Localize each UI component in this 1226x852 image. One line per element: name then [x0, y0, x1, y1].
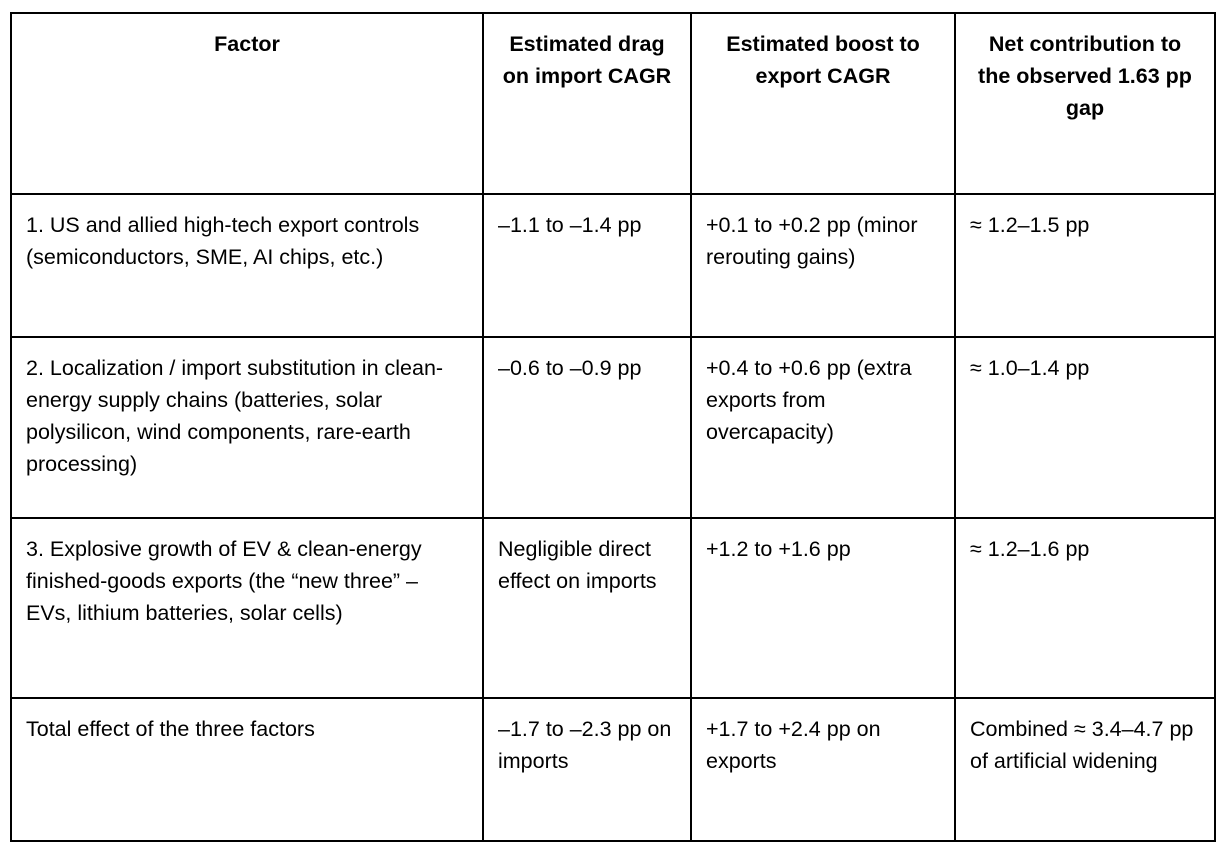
- cell-import-drag: –1.7 to –2.3 pp on imports: [483, 698, 691, 841]
- factors-table: [10, 12, 1216, 842]
- header-row: [11, 13, 1215, 194]
- table-row: [11, 337, 1215, 518]
- cell-export-boost: +0.1 to +0.2 pp (minor rerouting gains): [691, 194, 955, 337]
- cell-factor: 2. Localization / import substitution in clean-energy supply chains (batteries, solar polysilicon, wind components, rare-earth processing): [11, 337, 483, 518]
- table-row: [11, 518, 1215, 698]
- cell-net-contribution: ≈ 1.2–1.6 pp: [955, 518, 1215, 698]
- cell-import-drag: –0.6 to –0.9 pp: [483, 337, 691, 518]
- header-net-contribution: Net contribution to the observed 1.63 pp gap: [955, 13, 1215, 194]
- cell-export-boost: +0.4 to +0.6 pp (extra exports from overcapacity): [691, 337, 955, 518]
- table-body: [11, 194, 1215, 841]
- cell-export-boost: +1.2 to +1.6 pp: [691, 518, 955, 698]
- cell-net-contribution: ≈ 1.2–1.5 pp: [955, 194, 1215, 337]
- cell-net-contribution: ≈ 1.0–1.4 pp: [955, 337, 1215, 518]
- cell-factor: 1. US and allied high-tech export controls (semiconductors, SME, AI chips, etc.): [11, 194, 483, 337]
- header-factor: Factor: [11, 13, 483, 194]
- table-header: [11, 13, 1215, 194]
- header-export-boost: Estimated boost to export CAGR: [691, 13, 955, 194]
- cell-factor: 3. Explosive growth of EV & clean-energy finished-goods exports (the “new three” – EVs, lithium batteries, solar cells): [11, 518, 483, 698]
- cell-import-drag: Negligible direct effect on imports: [483, 518, 691, 698]
- cell-factor: Total effect of the three factors: [11, 698, 483, 841]
- header-import-drag: Estimated drag on import CAGR: [483, 13, 691, 194]
- cell-import-drag: –1.1 to –1.4 pp: [483, 194, 691, 337]
- cell-net-contribution: Combined ≈ 3.4–4.7 pp of artificial widening: [955, 698, 1215, 841]
- table-row: [11, 194, 1215, 337]
- table-row-total: [11, 698, 1215, 841]
- cell-export-boost: +1.7 to +2.4 pp on exports: [691, 698, 955, 841]
